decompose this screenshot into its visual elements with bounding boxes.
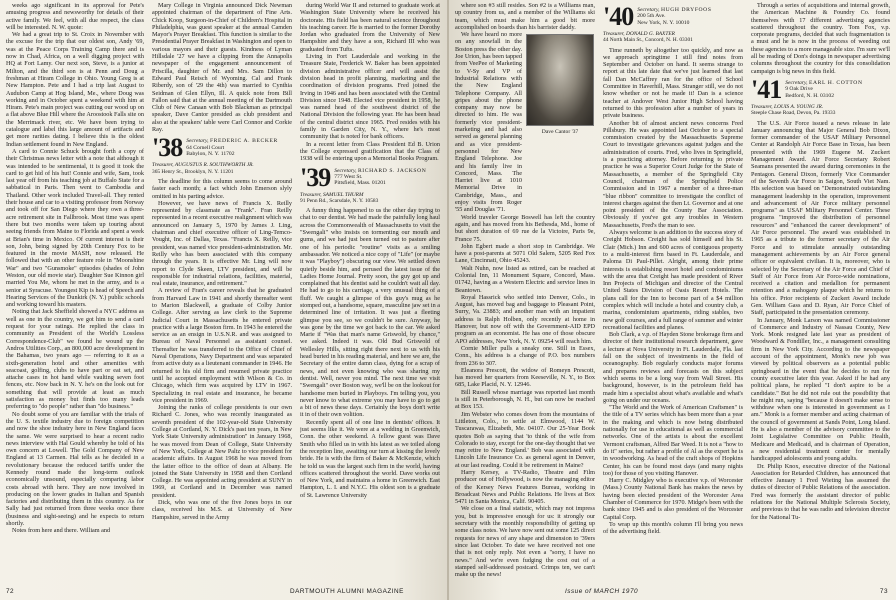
- secretary-name: RICHARD S. JACKSON: [357, 167, 427, 174]
- page-number: 73: [879, 588, 888, 595]
- secretary-address-1: 9 Oak Drive: [785, 86, 813, 93]
- class-heading-1938: '38 Secretary, FREDERIC A. BECKER 64 Cornell Court Babylon, N. Y. 11702: [152, 133, 278, 163]
- article-paragraph: However, we have news of Francis X. Reilly represented by classmate as "Frank". Fran Reilly represented in a recent executive realignment which was announced on January 5, 1970 by James J. Ling, chairman and chief executive officer of Ling-Temco-Vought, Inc. of Dallas, Texas. "Francis X. Reilly, vice president, was named vice president-administration. Mr. Reilly who has been associated with this company through the years. It is effective Mr. Ling will now report to Clyde Skeen, LTV president, and will be responsible for industrial relations, facilities, material, real estate, insurance, and retirement.": [152, 199, 292, 288]
- class-heading-1939: '39 Secretary, RICHARD S. JACKSON 777 West St. Pittsfield, Mass. 01201: [300, 162, 427, 192]
- article-paragraph: Dr. Philip Knox, executive director of the National Association for Retarded Children, has announced that effective January 1 Fred Wieting has assumed the duties of director of Public Relations of the association. Fred was formerly the assistant director of public relations for the National Multiple Sclerosis Society, and previous to that he was radio and television director for the National Tu-: [751, 462, 890, 521]
- article-paragraph: Through a series of acquisitions and internal growth, the American Machine & Foundry Co. found themselves with 17 different advertising agencies scattered throughout the country. Tom Fox, v.p. corporate programs, decided that such fragmentation is a must and he is now in the process of weeding out these agencies to a more manageable size. I'm sure we'll all be reading of Don's doings in newspaper advertising columns throughout the country for this consolidation campaign is big news in this field.: [751, 2, 890, 75]
- article-paragraph: Bob Clark, a v.p. of Hayden Stone brokerage firm and director of their institutional research department, gave a lecture at Nova University in Ft. Lauderdale, Fla. last fall on the subject of investments in the field of oceanography. Bob regularly conducts major forums and prepares reviews and forecasts on this subject which seems to be a long way from Wall Street. His background, however, is in the petroleum field has made him a specialist about what's available and what's going on under our oceans.: [603, 331, 743, 404]
- article-paragraph: The deadline for this column seems to come around faster each month; a fact which John Emerson slyly omitted in his parting advice.: [152, 177, 292, 200]
- article-paragraph: Joining the ranks of college presidents is our own Richard C. Jones, who was recently inaugurated as seventh president of the 102-year-old State University College at Cortland, N. Y. Dick's past ten years, in New York State University administration" in January 1968, he was moved from Dean of College, State University of New York, College at New Paltz to vice president for academic affairs. In August 1968 he was moved from the latter office to the office of dean at Albany. He joined the State University in 1958 and then Cortland College. He was appointed acting president at SUNY in 1969, at Cortland and in December was named president.: [152, 404, 292, 499]
- article-paragraph: In January, Monk Larson was named Commissioner of Commerce and Industry of Nassau County, New York. Monk resigned late last year as president of Woodward & Fondiller, Inc., a management consulting firm in New York City. According to the newspaper account of the appointment, Monk's new job was viewed by political observers as a potential public springboard in the event that he decides to run for county executive later this year. Asked if he had any political plans, he replied "I don't aspire to be a candidate." But he did not rule out the possibility that he might run, saying "because it doesn't make sense to withdraw when one is interested in government as I am." Monk is a former member and acting chairman of the council of government at Sands Point, Long Island. He is also a member of the advisory committee to the Joint Legislative Committee on Public Health, Medicare and Medicaid, and is chairman of Operation, a new residential treatment center for mentally handicapped adolescents and young adults.: [751, 316, 890, 463]
- secretary-name: EARL H. COTTON: [808, 79, 863, 86]
- article-paragraph: We close on a final statistic, which may not impress you, but is impressive enough for us: it strongly our secretary with the monthly responsibility of getting up some class notes. We have now sent out some 125 direct requests for news of any shape and dimension to '39ers since last October. To date we have received not one that is not only reply. Not even a "sorry, I have no news." And we're even fudging the cost out of a stamped self-addressed postcard. Crimps ten, we can't make up the news!: [455, 505, 595, 579]
- article-paragraph: weeks ago significant in its approval for Pete's amusing progress and newsworthy for details of their active family. We feel, with all due respect, the class will be interested. N. W. quote:: [6, 2, 144, 31]
- article-paragraph: Living in Fort Lauderdale and working in the Treasure State, Frederick W. Baker has been appointed division administrative officer and will assist the division head in profit planning, marketing and the coordination of division programs. Fred joined the Irving in 1946 and has been associated with the Central Division since 1948. Elected vice president in 1958, he was named head of the southwest district of the National Division the following year. He has been head of the central district since 1965. Fred resides with his family in Garden City, N. Y., where he's most community that is noted for bank officers.: [300, 53, 440, 141]
- treasurer-address: 44 North Main St., Concord, N. H. 03301: [603, 37, 693, 44]
- photo-caption: Dave Cantor '37: [541, 129, 579, 136]
- left-page: [0, 0, 447, 600]
- article-paragraph: A card to Connie Schuck brought forth a copy of their Christmas news letter with a note that although it was intended to be sentimental, it is good it took the card to get hid of his hut! Connie and wife, Sam, took last year off from his teaching job at Buffalo State for a sabbatical in Paris. Then went to Cambodia and Thailand. Other work included Travel-all. They rented their house and car to a visiting professor from Norway and took off for San Diego where they own a three-acre retirement site in Fallbrook. Most time was spent there but two months were taken up touring about seeing friends from Maine to Florida and spent a week at Brian's time in Mexico. Of current interest is their son, John, being signed by 20th Century Fox to be featured in the movie MASH, now released. He followed that with an other feature role in "Moonshine War" and two "Gunsmoke" episodes (shades of John Weston, our old movie star). Daughter Sue Kinnon girl married You Me, whom he met in the army, and is a senior at Syracuse. Youngest Kip is head of Speech and Hearing Services of the Dunkirk (N. Y.) public schools and working toward his masters.: [6, 147, 144, 309]
- article-paragraph: Dick, who was one of the five Jones boys in our class, received his M.S. at University of New Hampshire, served in the Army: [152, 499, 292, 521]
- article-paragraph: A review of Fran's career reveals that he graduated from Harvard Law in 1941 and shortly thereafter went to Marion Blackwell, a graduate of Colby Junior College. After serving as law clerk to the Supreme Judicial Court in Massachusetts he entered private practice with a large Boston firm. In 1943 he entered the service as an ensign in U.S.N.R. and was assigned to Bureau of Naval Personnel as assistant counsel. Thereafter he was transferred to the Office of Chief of Naval Operations, Navy Department and was separated from active duty as a lieutenant commander in 1946. He returned to his old firm and resumed private practice until he accepted employment with Wilson & Co. in Chicago, which firm was acquired by LTV in 1967. Specializing in real estate and insurance, he became vice president in 1969.: [152, 287, 292, 404]
- secretary-name: HUGH DRYFOOS: [660, 7, 712, 13]
- article-paragraph: Harry Kersey, a TV-Radio, Theatre and Film producer out of Hollywood, is now the managing editor of the Kersey News Features Bureau, working in Broadcast News and Public Relations. He lives at Box 5471 in Santa Monica, Calif. 90405.: [455, 469, 595, 506]
- article-paragraph: during World War II and returned to graduate work at Washington State University where he received his doctorate. His field has been natural science throughout his teaching career. He is married to the former Dorothy Jordan who graduated from the University of New Hampshire and they have a son, Richard III who was graduated from Tufts.: [300, 2, 440, 53]
- article-paragraph: Royal Hassrick who settled into Denver, Colo., in August, has moved bag and baggage to Pleasant Point, Surry, Va. 23883; and another man with an impatient address is Ralph Holben, only recently at home in Hanover, but now off with the Government-AID EPD program as an economist. He has one of those obscure APO addresses, New York, N. Y. 09254 will reach him.: [455, 293, 595, 345]
- article-paragraph: where son #3 still resides. Son #2 is a Williams man, up country from us, and a member of the Williams ski team, which must make him a good bit more accomplished on boards than his barrister daddy.: [455, 2, 595, 31]
- treasurer-address: 91 Penn Rd., Scarsdale, N. Y. 10583: [300, 197, 379, 204]
- article-paragraph: To wrap up this month's column I'll bring you news of the advertising field.: [603, 520, 743, 536]
- treasurer-address: 365 Henry St., Brooklyn, N. Y. 11201: [152, 168, 234, 175]
- article-paragraph: Time runneth by altogether too quickly, and now as we approach springtime I still find notes from September and October on hand. It seems strange to report at this late date that we've just learned that last fall Dan McCaffrey ran for the office of School Committee in Haverhill, Mass. Stranger still, we do not know whether or not he made it! Dan is a science teacher at Andover West Junior High School having returned to this profession after a number of years in private business.: [603, 46, 743, 120]
- left-column-2: [152, 2, 292, 580]
- article-paragraph: Eleanora Prescott, the widow of Romeyn Prescott, has moved her quarters from Keeseville, N. Y., to Box 685, Lake Placid, N. Y. 12946.: [455, 366, 595, 389]
- portrait-photo: [526, 34, 594, 126]
- secretary-address-2: Pittsfield, Mass. 01201: [334, 180, 386, 187]
- secretary-address-2: Babylon, N. Y. 11702: [186, 151, 235, 158]
- secretary-name: FREDERIC A. BECKER: [209, 138, 278, 145]
- article-paragraph: John Egbert made a short stop in Cambridge. We have a post-parents at 5071 Old Salem, 5205 Red Fox Lane, Cincinnati, Ohio 45243.: [455, 242, 595, 265]
- class-year: '38: [152, 133, 183, 163]
- treasurer-address: Steeple Chase Road, Devon, Pa. 19333: [751, 110, 836, 117]
- treasurer-line: Treasurer, DONALD G. BAXTER: [603, 31, 675, 37]
- right-column-3: [751, 2, 890, 580]
- class-year: '40: [603, 2, 634, 31]
- secretary-address-2: New York, N. Y. 10010: [637, 19, 690, 26]
- class-year: '41: [751, 74, 782, 104]
- secretary-address-1: 777 West St.: [334, 173, 363, 180]
- article-paragraph: No doubt some of you are familiar with the trials of the U. S. textile industry due to foreign competition and now the shoe industry here in New England faces the same. We were surprised to hear a recent radio news interview with Hal Gould whereby he told of his own concern at Lowell. The Gold Company of New England at 13 Carmen. Hal tells as he decided in a revolutionary because the reduced tariffs under the Kennedy round made the long-term outlook economically unsound, especially comparing labor costs abroad with here. They are now involved in producing on the lower grades in Italian and Spanish factories and distributing them in this country. As for Sally had just returned from three weeks once there (business and sight-seeing) and he expects to return shortly.: [6, 410, 144, 528]
- secretary-address-1: 200 5th Ave.: [637, 13, 666, 20]
- article-paragraph: We had a great trip to St. Croix in November with the excuse for the trip that our oldest son, Andy '69, was at the Peace Corps Training Camp there and is now in Chad, Africa, on a well digging project with HQ at Fort Lamy. Our next son, Steve, is a junior at Milton, and the third son is at Penn and Doug a freshman at Hiram College in Ohio. Young Greg is at New Hampton. Pete and I had a trip last August to Audubon Camp at Hog Island, Me., where Doug was working and in October spent a weekend with him at Hiram. Pete's main project was cutting our wood up on a flat above Blue Hill where the Aroostook Falls site on the Merrimack river, etc. We have been trying to catalogue and label this large amount of artifacts and get more rarities dating. I believe this is the oldest Indian settlement found in New England.: [6, 31, 144, 148]
- right-column-2: [603, 2, 743, 580]
- left-column-3: [300, 2, 440, 580]
- magazine-title-footer: DARTMOUTH ALUMNI MAGAZINE: [290, 588, 404, 595]
- article-paragraph: Bill Russell whose marriage was reported last month is still in Peterborough, N. H., but can now be reached at Box 153.: [455, 388, 595, 411]
- article-paragraph: Always welcome is an addition to the success story of Creight Hobson. Creight has sold himself and his St. Clair (Mich.) Inn and 600 acres of contiguous property to a multi-interest firm based in Ft. Lauderdale, and Paloma Di Paul-Pillet. Alright, among their prime interests is establishing resort hotel and condominiums with the area that Creight has made president of River Inn Projects of Michigan and director of the Central United States Division of Oasis Resort Hotels. The plans call for the Inn to become part of a $4 million complex which will include a hotel and country club, a marina, condominium apartments, riding stables, two new golf courses, and a full range of summer and winter recreational facilities and planes.: [603, 229, 743, 331]
- treasurer-line: Treasurer, AUGUSTUS R. SOUTHWORTH JR.: [152, 162, 254, 169]
- article-paragraph: Walt Nuhn, now listed as retired, can be reached at Colonial Inn, 11 Monument Square, Concord, Mass. 01742, having as a Western Electric and service lines in Beantown.: [455, 264, 595, 294]
- article-paragraph: A funny thing happened to us the other day trying to chat to our dentist. We had made the painfully long haul across the Commonwealth of Massachusetts to visit the "Swengali" who insists on tormenting our mouth and gums, and we had just been turned out to pasture after one of his periodic "routine" visits as a smiling ambassador. We noticed a nice copy of "Life" (or maybe it was "Playboy") obscuring our view. We settled down quietly beside him, and perused the latest issue of the Ladies Home Journal. Pretty soon, the guy got up and complained that his dentist said he couldn't wait all day. He had to go to his carriage, a very unusual thing of a fluff. We caught a glimpse of this guy's mug as he stomped out, a handsome, square, masculine jaw set in a determined line of irritation. It was just a fleeting glimpse you see, so we couldn't be sure. Anyway, he was gone by the time we got back to the car. We asked Marie if "Was that man's name Griswold, by chance," we asked. Indeed it was. Old Bud Griswold of Wellesley Hills, sitting right there next to us with his head buried in his reading material, and here we are, the Secretary of the entire damn class, dying for a scrap of news, and not even knowing who was sharing my dentist. Well, never you mind. The next time we visit "Swengali" over Boston way, we'll be on the lookout for handsome men buried in Playboys. I'm telling you, you never know to what extreme you may have to go to get a bit of news these days. Certainly the boys don't write it in of their own volition.: [300, 207, 440, 419]
- article-paragraph: Harry C. Midgley who is executive v.p. of Worcester (Mass.) County National Bank has makes the news by having been elected president of the Worcester Area Chamber of Commerce for 1970. Midge's been with the bank since 1945 and is also president of the Worcester Capital Corp.: [603, 477, 743, 521]
- secretary-address-1: 64 Cornell Court: [186, 144, 225, 151]
- article-paragraph: We have heard no more on any snowfall in the Boston press the other day. Joe Urion, has been tapped from VeePee of Marketing to V-Sy and VP of Industrial Relations with the New England Telephone Company. All gripes about the phone company may now be directed to him. He was formerly vice president-marketing and had also served as general planning and as vice president-personnel for New England Telephone. Joe and his family live in Concord, Mass. The Harriet live at 1010 Memorial Drive in Cambridge, Mass., and enjoy visits from Roger '55 and Douglas '71.: [455, 31, 522, 214]
- article-paragraph: Recently spent all of one line in dentists' offices. It just seems like it. We were at a wedding in Greenwich, Conn. the other weekend. A fellow guest was Dave Smith who filled us in with his latest as we toiled along the reception line, awaiting our turn at kissing the lovely bride. He is with the firm of Baker & McKenzie, which he told us was the largest such firm in the world, having offices scattered throughout the world. Dave works out of New York, and maintains a home in Greenwich. East Hampton, L. I. and N.Y.C. His oldest son is a graduate of St. Lawrence University: [300, 418, 440, 499]
- article-paragraph: "The World and the Work of American Craftsmen" is the title of a TV series which has been more than a year in the making and which is now being distributed nationally for use in educational as well as commercial networks. One of the artists is about the excellent Vermont craftsman, Alfred Bar Weed. It is not a "how to do it" series, but rather a profile of Al as the expert he is in woodworking. As head of the craft shops of Hopkins Center, his can be found most days (and many nights too) for those of you visiting Hanover.: [603, 404, 743, 477]
- secretary-address-2: Bedford, N. H. 03102: [785, 92, 835, 99]
- article-paragraph: Notes from here and there. William and: [12, 527, 111, 535]
- article-paragraph: Jim Webster who comes down from the mountains of Littleton, Colo., to settle at Elmwood, 1144 W. Tuscarawas, Elizabeth, Me. 04107. Our 25-Year Book quotes Bob as saying that 'to think of the wife from Colorado to stay, except for the one-day thought that we may retire to New England.' Bob was associated with Lincoln Life Insurance Co. as general agent in Denver, at our last reading. Could it be retirement in Maine?: [455, 410, 595, 469]
- article-paragraph: World traveler George Boswell has left the country again, and has moved from his Bethesda, Md., home of but short duration of 69 rue de la Victoire, Paris 9e, France 75.: [455, 213, 595, 243]
- class-year: '39: [300, 162, 331, 192]
- article-paragraph: Mary College in Virginia announced Dick Newman appointed chairman of the department of Fine Arts. Chick Koop, Surgeon-in-Chief of Children's Hospital in Philadelphia, was guest speaker at the annual Camden Mayor's Prayer Breakfast. This function is similar to the Presidential Prayer Breakfast in Washington and open to various mayors and their guests. Kindness of Lyman Hillsdale '27 we have a clipping from the Annapolis newspaper of the engagement announcement of Priscilla, daughter of Mr. and Mrs. Sam Dillon to Edward Paul Reisch of Wyoming. Cal and Frank Riberdy, son of '29 the 4th) was married to Cynthia Seidman of Glen Ellyn, Ill. A quick note from Bill Fallon said that at the annual meeting of the Dartmouth Club of New Canaan with Bob Blackman as principal speaker, Dave Cantor presided as club president and also at the speakers' table were Carl Connor and Corkie Ray.: [152, 2, 292, 134]
- class-heading-1941: '41 Secretary, EARL H. COTTON 9 Oak Drive Bedford, N. H. 03102: [751, 74, 863, 104]
- right-column-1: [455, 2, 595, 580]
- treasurer-line: Treasurer, SAMUEL THURM: [300, 191, 364, 198]
- issue-date-footer: Issue of MARCH 1970: [565, 588, 639, 595]
- page-number: 72: [6, 588, 15, 595]
- article-paragraph: Cornie Miller pulls a sneaky one. Still in Essex, Conn., his address is a change of P.O. box numbers from 236 to 307.: [455, 344, 595, 367]
- article-paragraph: Noting that Jack Sheffield showed a NYC address as well as one in the country, we got him to send a card request for your ratings. He replied the class in community as President of the World's Lossless Correspondence-Club" we found he wound up the Andros Utilities Corp., an 800,000 acre development in the Bahamas, two years ago — referring to it as a sixth-generation hotel and other amenities with seacoast, golfing, clubs to have part or eat set, and attache cases in hot hand while vaulting seven foot fences, etc. Now back in N. Y. he's on the look out for something that will provide at least as much satisfaction as money but finds too many leads preferring to "do people" rather than "do business.": [6, 308, 144, 411]
- treasurer-line: Treasurer, LOUIS A. YOUNG JR.: [751, 103, 824, 110]
- class-heading-1940: '40 Secretary, HUGH DRYFOOS 200 5th Ave. New York, N. Y. 10010: [603, 2, 712, 31]
- left-column-1: [6, 2, 144, 580]
- article-paragraph: The U.S. Air Force issued a news release in late January announcing that Major General Bob Dixon, former commander of the USAF Military Personnel Center at Randolph Air Force Base in Texas, has been presented with the 1969 Eugene M. Zuckert Management Award. Air Force Secretary Robert Seamans presented the award during ceremonies in the Pentagon. General Dixon, formerly Vice Commander of the Seventh Air Force in Saigon, South Viet Nam. His selection was based on "Demonstrated outstanding management leadership in the operation, improvement and advancement of Air Force military personnel programs" as USAF Military Personnel Center. These programs "improved the distribution of personnel resources" and "enhanced the career development" of Air Force personnel. The award was established in 1965 as a tribute to the former secretary of the Air Force and to stimulate annually outstanding management achievements by an Air Force general officer or equivalent civilian. It is, moreover, who is selected by the Secretary of the Air Force and Chief of Staff of Air Force from Air Force-wide nominations, received a citation and medallion for permanent retention and a mahogany plaque which he returns to his office. Prior recipients of Zuckert Award include Gen. William Gass and D. Ryan, Air Force Chief of Staff, participated in the presentation ceremony.: [751, 119, 890, 317]
- right-page: [449, 0, 896, 600]
- article-paragraph: In a recent letter from Class President Ed B. Urion the College expressed gratification that the Class of 1938 will be entering upon a Memorial Books Program.: [300, 140, 440, 163]
- article-paragraph: Another bit of almost ancient news concerns Fred Pillsbury. He was appointed last October to a special commission created by the Massachusetts Supreme Court to investigate grievances against judges and the administration of courts. Fred, who lives in Springfield, is a practicing attorney. Before returning to private practice he was a Superior Court Judge for the State of Massachusetts, a member of the Springfield City Council, chairman of the Springfield Police Commission and in 1967 a member of a three-man "blue ribbon" committee to investigate the conflict of interest charges against the then Lt. Governor and at one point president of the County Bar Association. Obviously if you've got any troubles in Western Massachusetts, Fred's the man to see.: [603, 119, 743, 229]
